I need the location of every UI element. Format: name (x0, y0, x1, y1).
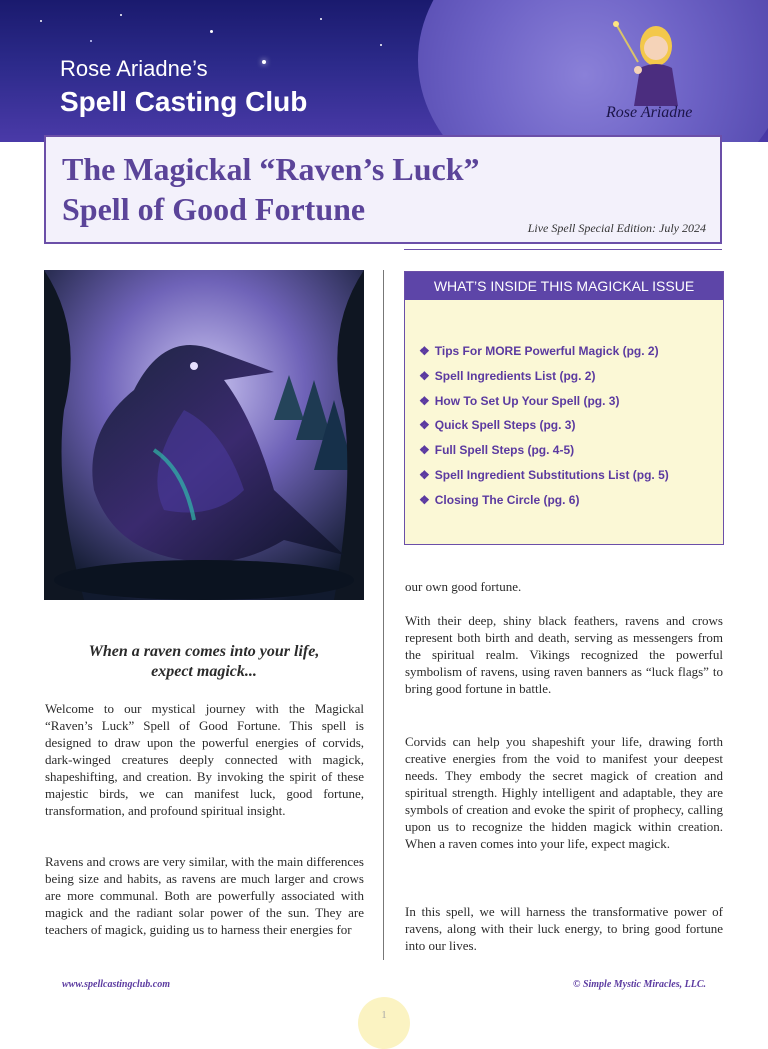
header-banner (0, 0, 768, 142)
diamond-bullet-icon: ❖ (419, 492, 430, 507)
toc-item[interactable] (419, 463, 669, 488)
toc-box (404, 271, 724, 545)
diamond-bullet-icon: ❖ (419, 418, 430, 433)
toc-item[interactable] (419, 339, 669, 364)
toc-item[interactable] (419, 438, 669, 463)
raven-image (44, 270, 364, 600)
pull-quote-line2: expect magick... (151, 663, 257, 680)
raven-illustration (44, 270, 364, 600)
pull-quote (44, 642, 364, 682)
spell-paragraph: In this spell, we will harness the transformative power of ravens, along with their luck energy, to bring good fortune into our lives. (405, 904, 723, 953)
diamond-bullet-icon: ❖ (419, 393, 430, 408)
pull-quote-line1: When a raven comes into your life, (88, 643, 320, 660)
toc-item[interactable] (419, 488, 669, 513)
witch-mascot-image (612, 18, 698, 108)
diamond-bullet-icon: ❖ (419, 443, 430, 458)
toc-item-label: Full Spell Steps (pg. 4-5) (434, 443, 575, 458)
continued-paragraph: our own good fortune. (405, 579, 522, 594)
toc-item[interactable] (419, 389, 669, 414)
page-title-line1: The Magickal “Raven’s Luck” (62, 151, 480, 187)
ravens-crows-paragraph: Ravens and crows are very similar, with the main differences being size and habits, as ravens are much larger and crows are more communal. Both are powerfully associated with magick and the radiant solar power of the sun. They are teachers of magick, guiding us to harness their energies for (45, 854, 364, 937)
brand-subtitle: Rose Ariadne’s (60, 56, 208, 81)
toc-item-label: How To Set Up Your Spell (pg. 3) (434, 393, 620, 408)
feathers-paragraph: With their deep, shiny black feathers, ravens and crows represent both birth and death, serving as messengers from the spiritual realm. Vikings recognized the powerful symbolism of ravens, using raven banners as “luck flags” to bring good fortune in battle. (405, 613, 723, 696)
toc-list (419, 339, 669, 513)
copyright: © Simple Mystic Miracles, LLC. (572, 979, 706, 990)
corvids-paragraph: Corvids can help you shapeshift your life, drawing forth creative energies from the void to manifest your deepest needs. They embody the secret magick of creation and spiritual strength. Highly intelligent and adaptable, they are symbols of creation and evoke the spirit of prophecy, calling upon us to recognize the hidden magick within creation. When a raven comes into your life, expect magick. (405, 734, 723, 851)
page-number: 1 (358, 997, 410, 1049)
intro-paragraph: Welcome to our mystical journey with the Magickal “Raven’s Luck” Spell of Good Fortune. This spell is designed to draw upon the powerful energies of corvids, dark-winged creatures deeply connected with magick, shapeshifting, and creation. By invoking the spirit of these majestic birds, we can manifest luck, good fortune, transformation, and profound spiritual insight. (45, 701, 364, 818)
toc-item-label: Closing The Circle (pg. 6) (434, 492, 580, 507)
toc-item-label: Tips For MORE Powerful Magick (pg. 2) (434, 344, 659, 358)
toc-item[interactable] (419, 413, 669, 438)
edition-label: Live Spell Special Edition: July 2024 (527, 221, 706, 235)
toc-item[interactable] (419, 364, 669, 389)
website-link[interactable]: www.spellcastingclub.com (62, 979, 170, 990)
diamond-bullet-icon: ❖ (419, 368, 430, 383)
toc-item-label: Quick Spell Steps (pg. 3) (434, 418, 576, 433)
toc-item-label: Spell Ingredients List (pg. 2) (434, 368, 596, 383)
title-rule (404, 249, 722, 250)
toc-heading: WHAT’S INSIDE THIS MAGICKAL ISSUE (405, 272, 723, 300)
signature: Rose Ariadne (606, 104, 693, 121)
column-divider (383, 270, 384, 960)
brand-title: Spell Casting Club (60, 86, 308, 117)
diamond-bullet-icon: ❖ (419, 344, 430, 358)
diamond-bullet-icon: ❖ (419, 467, 430, 482)
page-title-line2: Spell of Good Fortune (62, 191, 366, 227)
title-box (44, 135, 722, 244)
toc-item-label: Spell Ingredient Substitutions List (pg. 5) (434, 467, 669, 482)
